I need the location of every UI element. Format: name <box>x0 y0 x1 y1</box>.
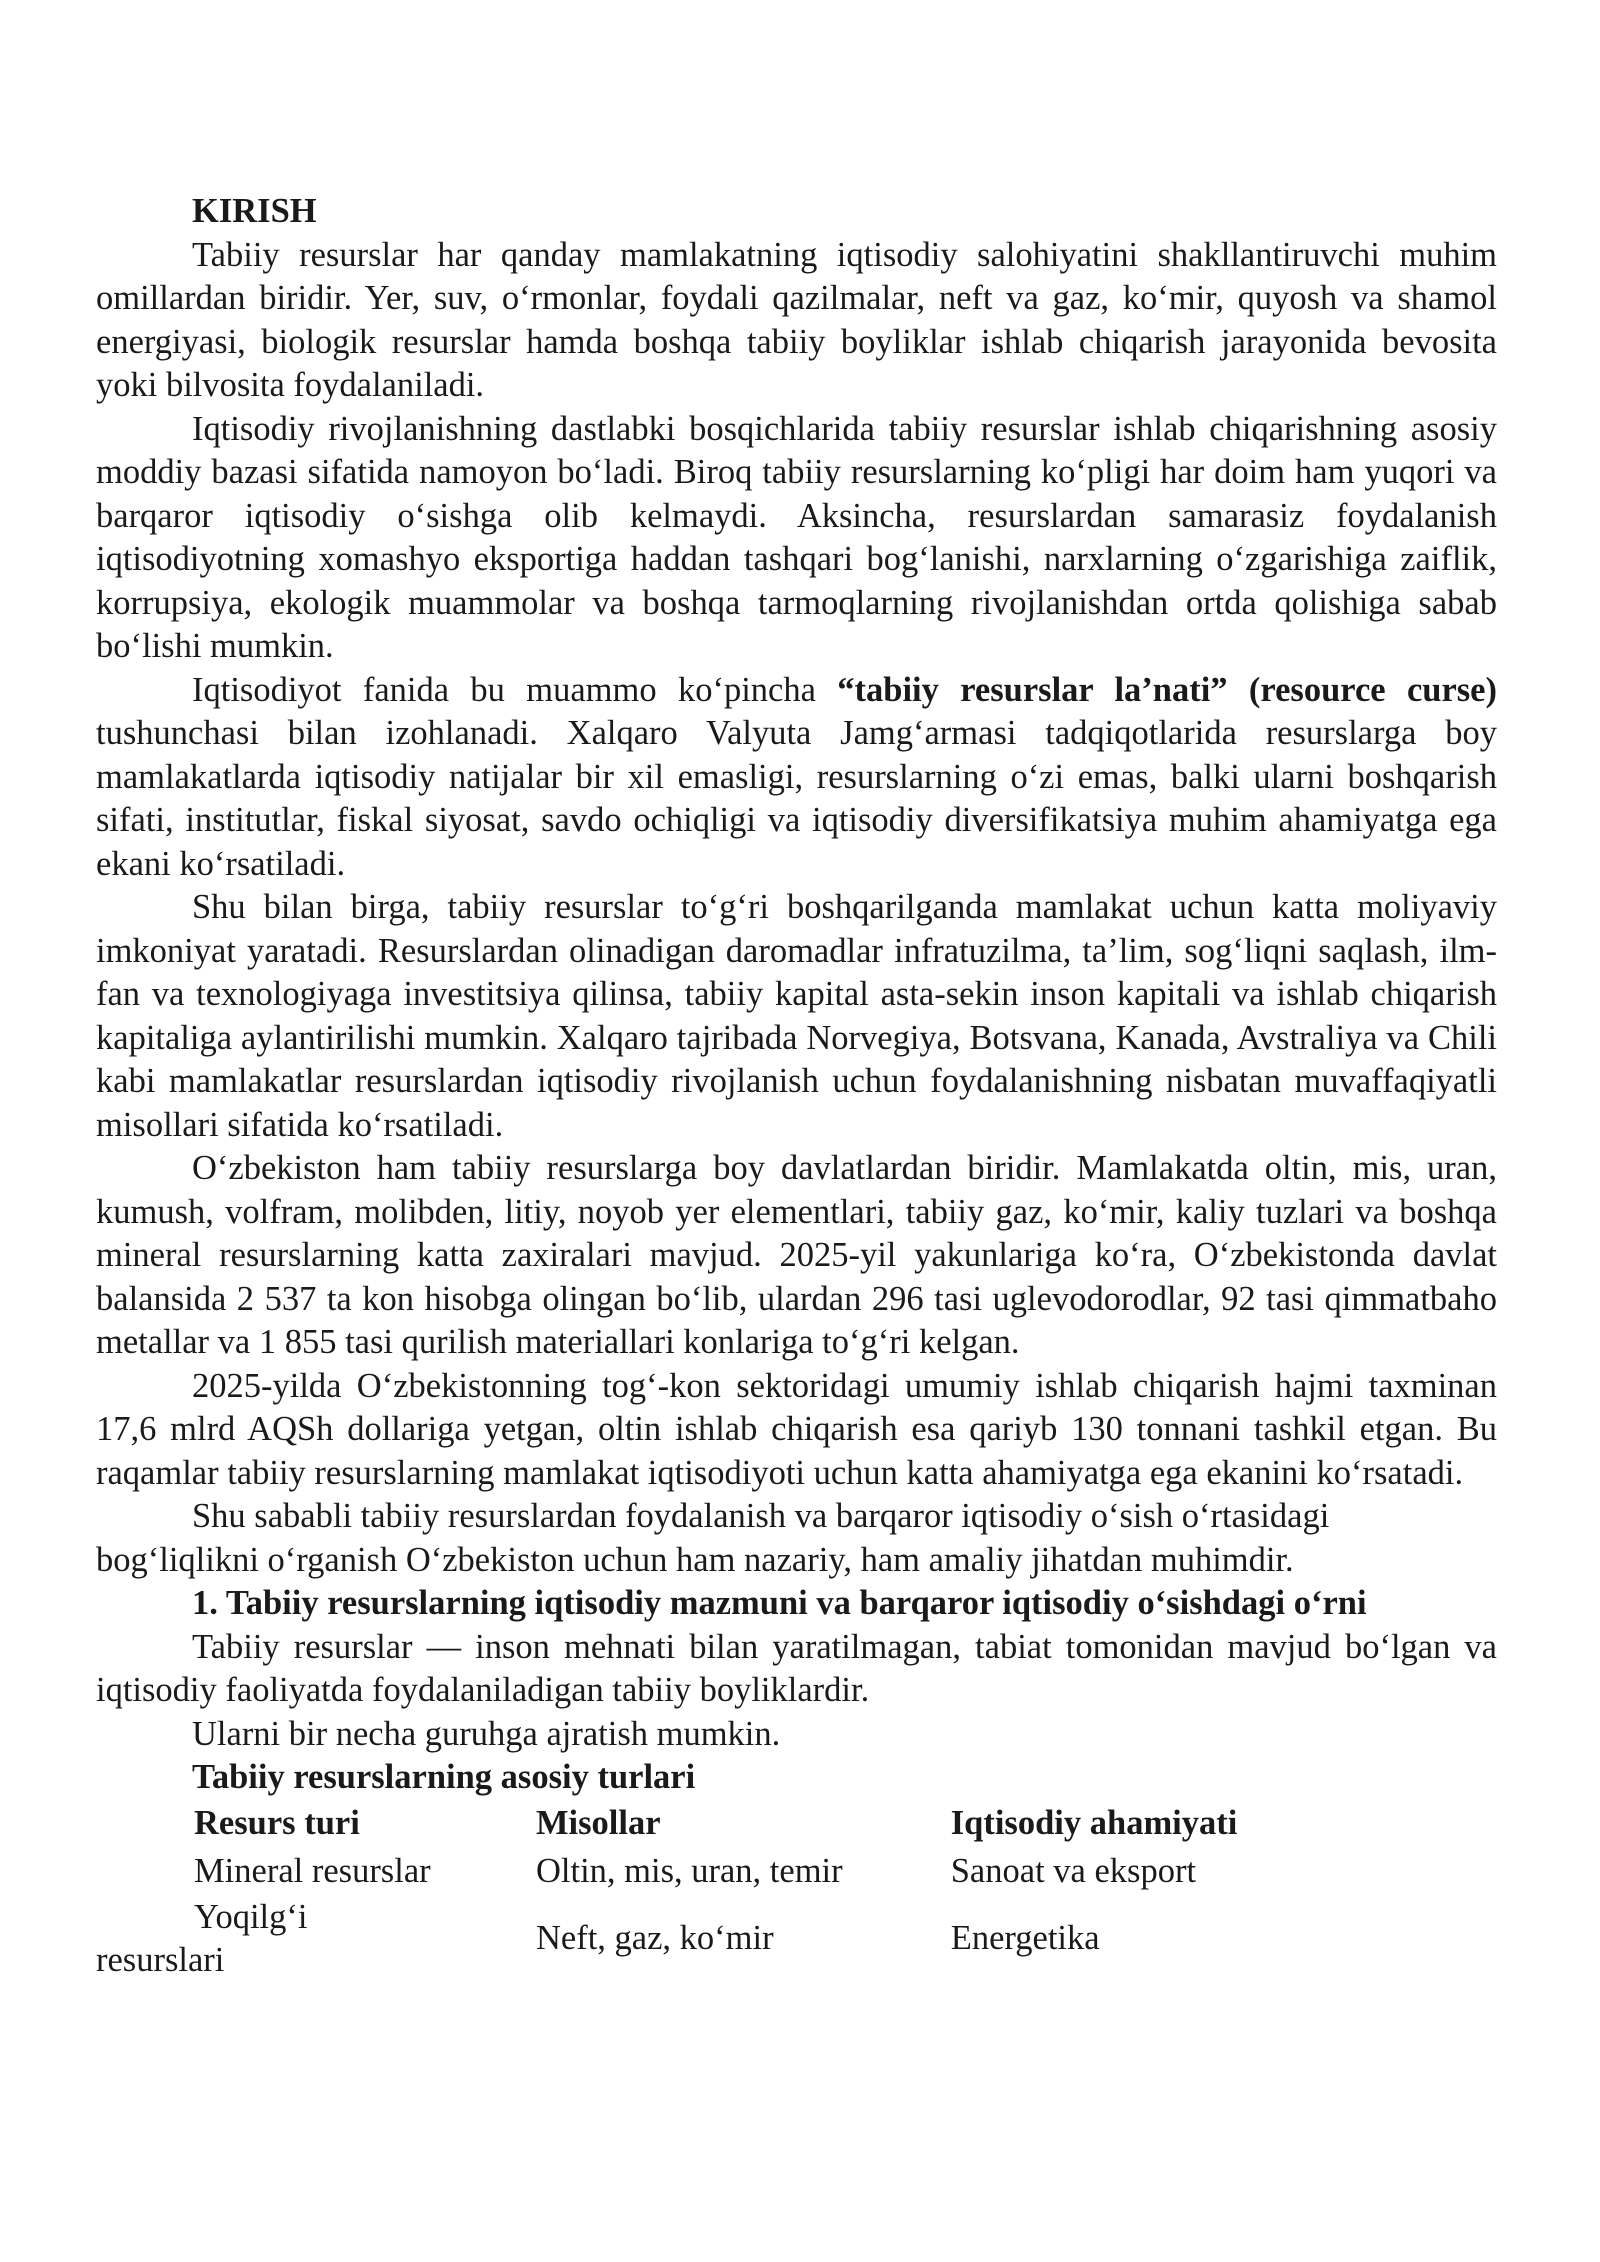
curse-text-before: Iqtisodiyot fanida bu muammo ko‘pincha <box>192 670 838 709</box>
paragraph-intro: Tabiiy resurslar har qanday mamlakatning iqtisodiy salohiyatini shakllantiruvchi muhim omillardan biridir. Yer, suv, o‘rmonlar, foydali qazilmalar, neft va gaz, ko‘mir, quyosh va shamol energiyasi, biologik resurslar hamda boshqa tabiiy boyliklar ishlab chiqarish jarayonida bevosita yoki bilvosita foydalaniladi. <box>96 235 1497 404</box>
paragraph-importance: Shu sababli tabiiy resurslardan foydalanish va barqaror iqtisodiy o‘sish o‘rtasidagi bog‘liqlikni o‘rganish O‘zbekiston uchun ham nazariy, ham amaliy jihatdan muhimdir. <box>96 1497 1330 1579</box>
curse-text-after: tushunchasi bilan izohlanadi. Xalqaro Valyuta Jamg‘armasi tadqiqotlarida resurslarga boy mamlakatlarda iqtisodiy natijalar bir xil emasligi, resurslarning o‘zi emas, balki ularni boshqarish sifati, institutlar, fiskal siyosat, savdo ochiqligi va iqtisodiy diversifikatsiya muhim ahamiyatga ega ekani ko‘rsatiladi. <box>96 714 1497 883</box>
paragraph-resource-curse <box>96 669 1497 887</box>
table-header-cell: Misollar <box>535 1803 661 1842</box>
paragraph-mining-output: 2025-yilda O‘zbekistonning tog‘-kon sektoridagi umumiy ishlab chiqarish hajmi taxminan 17,6 mlrd AQSh dollariga yetgan, oltin ishlab chiqarish esa qariyb 130 tonnani tashkil etgan. Bu raqamlar tabiiy resurslarning mamlakat iqtisodiyoti uchun katta ahamiyatga ega ekanini ko‘rsatadi. <box>96 1366 1497 1492</box>
table-row <box>96 1848 1497 1896</box>
paragraph-uzbekistan-resources: O‘zbekiston ham tabiiy resurslarga boy davlatlardan biridir. Mamlakatda oltin, mis, uran, kumush, volfram, molibden, litiy, noyob yer elementlari, tabiiy gaz, ko‘mir, kaliy tuzlari va boshqa mineral resurslarning katta zaxiralari mavjud. 2025-yil yakunlariga ko‘ra, O‘zbekistonda davlat balansida 2 537 ta kon hisobga olingan bo‘lib, ulardan 296 tasi uglevodorodlar, 92 tasi qimmatbaho metallar va 1 855 tasi qurilish materiallari konlariga to‘g‘ri kelgan. <box>96 1149 1497 1361</box>
table-cell: Energetika <box>950 1919 1100 1958</box>
paragraph-opportunity: Shu bilan birga, tabiiy resurslar to‘g‘ri boshqarilganda mamlakat uchun katta moliyaviy imkoniyat yaratadi. Resurslardan olinadigan daromadlar infratuzilma, ta’lim, sog‘liqni saqlash, ilm-fan va texnologiyaga investitsiya qilinsa, tabiiy kapital asta-sekin inson kapitali va ishlab chiqarish kapitaliga aylantirilishi mumkin. Xalqaro tajribada Norvegiya, Botsvana, Kanada, Avstraliya va Chili kabi mamlakatlar resurslardan iqtisodiy rivojlanish uchun foydalanishning nisbatan muvaffaqiyatli misollari sifatida ko‘rsatiladi. <box>96 888 1497 1144</box>
table-title: Tabiiy resurslarning asosiy turlari <box>192 1758 696 1796</box>
table-cell: Sanoat va eksport <box>950 1851 1197 1890</box>
table-header-row <box>96 1800 1497 1848</box>
document-page <box>96 190 1497 1983</box>
paragraph-development: Iqtisodiy rivojlanishning dastlabki bosqichlarida tabiiy resurslar ishlab chiqarishning asosiy moddiy bazasi sifatida namoyon bo‘ladi. Biroq tabiiy resurslarning ko‘pligi har doim ham yuqori va barqaror iqtisodiy o‘sishga olib kelmaydi. Aksincha, resurslardan samarasiz foydalanish iqtisodiyotning xomashyo eksportiga haddan tashqari bog‘lanishi, narxlarning o‘zgarishiga zaiflik, korrupsiya, ekologik muammolar va boshqa tarmoqlarning rivojlanishdan ortda qolishiga sabab bo‘lishi mumkin. <box>96 409 1497 665</box>
table-header-cell: Iqtisodiy ahamiyati <box>950 1803 1238 1842</box>
document-title: KIRISH <box>192 192 317 230</box>
table-cell: Oltin, mis, uran, temir <box>535 1851 843 1890</box>
table-header-cell: Resurs turi <box>194 1803 360 1842</box>
table-cell: Neft, gaz, ko‘mir <box>535 1919 774 1958</box>
resource-curse-term: “tabiiy resurslar la’nati” (resource curse) <box>837 670 1497 709</box>
paragraph-grouping: Ularni bir necha guruhga ajratish mumkin. <box>192 1714 781 1753</box>
table-cell-line: Yoqilg‘i <box>194 1897 308 1936</box>
table-cell-line: resurslari <box>96 1941 225 1979</box>
table-cell <box>96 1896 536 1983</box>
resource-types-table <box>96 1800 1497 1983</box>
section-heading: 1. Tabiiy resurslarning iqtisodiy mazmuni va barqaror iqtisodiy o‘sishdagi o‘rni <box>192 1584 1367 1622</box>
table-cell: Mineral resurslar <box>194 1851 431 1890</box>
table-row <box>96 1896 1497 1983</box>
paragraph-definition: Tabiiy resurslar — inson mehnati bilan yaratilmagan, tabiat tomonidan mavjud bo‘lgan va iqtisodiy faoliyatda foydalaniladigan tabiiy boyliklardir. <box>96 1627 1497 1709</box>
